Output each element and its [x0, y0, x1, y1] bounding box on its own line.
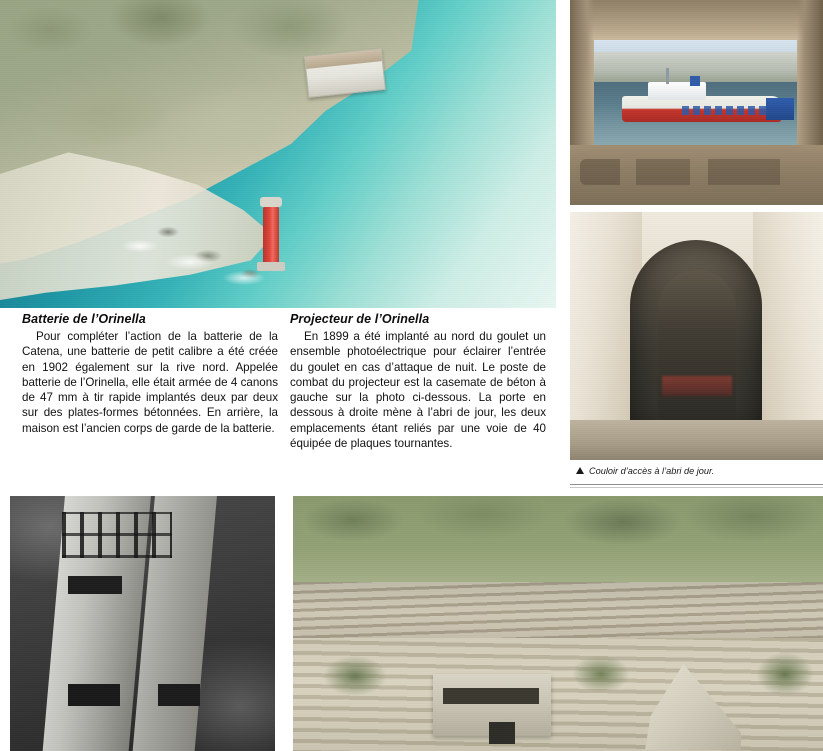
aerial-guard-house	[304, 48, 386, 98]
bw-opening-bottom-right	[158, 684, 200, 706]
ship-hull-lettering	[682, 106, 774, 115]
triangle-up-icon	[576, 467, 584, 474]
text-columns	[0, 312, 560, 488]
photo-casemate	[293, 496, 823, 751]
article-heading: Batterie de l’Orinella	[22, 312, 146, 326]
casemate-shelter-door	[489, 722, 515, 744]
photo-aerial-orinella	[0, 0, 556, 308]
casemate-vegetation-slope	[293, 496, 823, 592]
article-body: En 1899 a été implanté au nord du goulet un ensemble photoélectrique pour éclairer l’entrée du goulet en cas d’attaque de nuit. Le poste de combat du projecteur est la casemate de béton à gauche sur la photo ci-dessous. La porte en dessous à droite mène à l’abri de jour, les deux emplacements étant reliés par une voie de 40 équipée de plaques tournantes.	[290, 330, 546, 451]
embrasure-frame-top	[570, 0, 823, 40]
ship-funnel	[690, 76, 700, 86]
bw-metal-framework	[62, 512, 172, 558]
photo-corridor	[570, 212, 823, 460]
ship-mast	[666, 68, 669, 84]
casemate-bush-right	[745, 642, 823, 706]
casemate-bush-left	[311, 646, 397, 706]
embrasure-frame-bottom	[570, 145, 823, 205]
ship-stern-block	[766, 98, 794, 120]
caption-corridor	[576, 466, 816, 476]
bw-opening-top	[68, 576, 122, 594]
casemate-bush-middle	[561, 646, 641, 702]
photo-bw-platform	[10, 496, 275, 751]
article-projecteur-orinella	[290, 312, 546, 451]
article-heading: Projecteur de l’Orinella	[290, 312, 430, 326]
article-batterie-orinella	[22, 312, 278, 436]
horizontal-rule-light	[570, 487, 823, 488]
corridor-floor	[570, 420, 823, 460]
corridor-red-wall-stain	[662, 376, 732, 396]
photo-ship-goulet	[570, 0, 823, 205]
aerial-sea-foam	[120, 232, 290, 292]
casemate-rock-strata	[293, 582, 823, 644]
horizontal-rule	[570, 484, 823, 485]
caption-corridor-text: Couloir d’accès à l’abri de jour.	[589, 466, 715, 476]
bw-opening-bottom-left	[68, 684, 120, 706]
article-body: Pour compléter l’action de la batterie de la Catena, une batterie de petit calibre a été créée en 1902 également sur la rive nord. Appelée batterie de l’Orinella, elle était armée de 4 canons de 47 mm à tir rapide implantés deux par deux sur des plates-formes bétonnées. En arrière, la maison est l’ancien corps de garde de la batterie.	[22, 330, 278, 435]
corridor-vault-depth	[658, 270, 736, 420]
